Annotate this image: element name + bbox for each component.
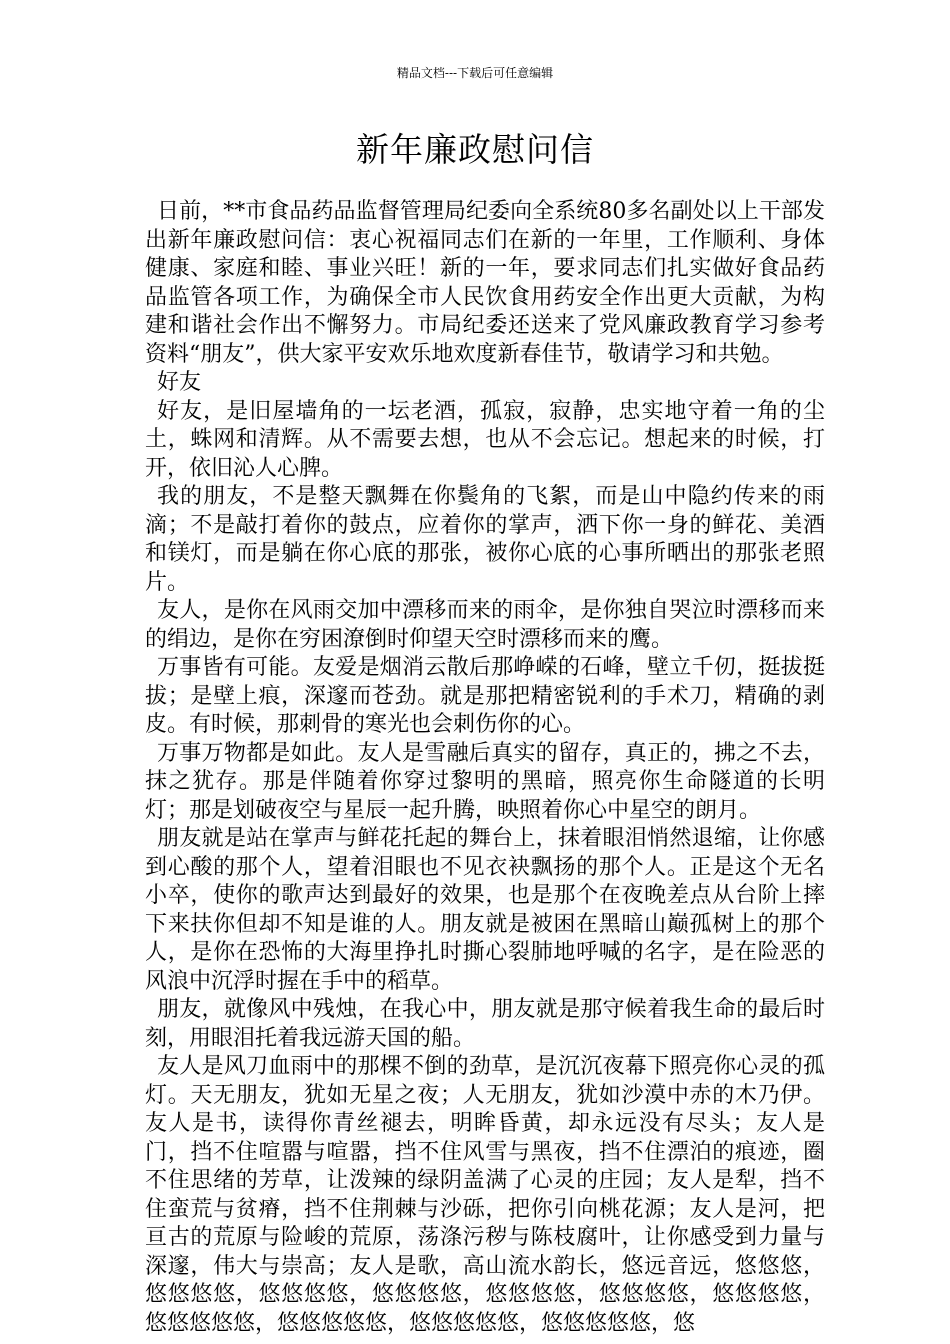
paragraph-intro: 日前，**市食品药品监督管理局纪委向全系统80多名副处以上干部发出新年廉政慰问信：衷心祝福同志们在新的一年里，工作顺利、身体健康、家庭和睦、事业兴旺！新的一年，要求同志们扎实做好食品药品监管各项工作，为确保全市人民饮食用药安全作出更大贡献，为构建和谐社会作出不懈努力。市局纪委还送来了党风廉政教育学习参考资料“朋友”，供大家平安欢乐地欢度新春佳节，敬请学习和共勉。 (145, 199, 825, 367)
paragraph-heading-friend: 好友 (157, 370, 202, 395)
paragraph: 我的朋友，不是整天飘舞在你鬓角的飞絮，而是山中隐约传来的雨滴；不是敲打着你的鼓点，应着你的掌声，洒下你一身的鲜花、美酒和镁灯，而是躺在你心底的那张，被你心底的心事所晒出的那张老照片。 (145, 484, 825, 595)
paragraph: 万事万物都是如此。友人是雪融后真实的留存，真正的，拂之不去，抹之犹存。那是伴随着你穿过黎明的黑暗，照亮你生命隧道的长明灯；那是划破夜空与星辰一起升腾，映照着你心中星空的朗月。 (145, 740, 825, 823)
paragraph: 友人是风刀血雨中的那棵不倒的劲草，是沉沉夜幕下照亮你心灵的孤灯。天无朋友，犹如无星之夜；人无朋友，犹如沙漠中赤的木乃伊。友人是书，读得你青丝褪去，明眸昏黄，却永远没有尽头；友人是门，挡不住喧嚣与喧嚣，挡不住风雪与黑夜，挡不住漂泊的痕迹，圈不住思绪的芳草，让泼辣的绿阴盖满了心灵的庄园；友人是犁，挡不住蛮荒与贫瘠，挡不住荆棘与沙砾，把你引向桃花源；友人是河，把亘古的荒原与险峻的荒原，荡涤污秽与陈枝腐叶，让你感受到力量与深邃，伟大与崇高；友人是歌，高山流水韵长，悠远音远，悠悠悠，悠悠悠悠，悠悠悠悠，悠悠悠悠，悠悠悠悠，悠悠悠悠，悠悠悠悠，悠悠悠悠悠，悠悠悠悠悠，悠悠悠悠悠，悠悠悠悠悠，悠 (145, 1054, 825, 1336)
paragraph: 朋友就是站在掌声与鲜花托起的舞台上，抹着眼泪悄然退缩，让你感到心酸的那个人，望着泪眼也不见衣袂飘扬的那个人。正是这个无名小卒，使你的歌声达到最好的效果，也是那个在夜晚差点从台阶上摔下来扶你但却不知是谁的人。朋友就是被困在黑暗山巅孤树上的那个人，是你在恐怖的大海里挣扎时撕心裂肺地呼喊的名字，是在险恶的风浪中沉浮时握在手中的稻草。 (145, 826, 825, 994)
document-title: 新年廉政慰问信 (356, 130, 594, 169)
paragraph: 朋友，就像风中残烛，在我心中，朋友就是那守候着我生命的最后时刻，用眼泪托着我远游天国的船。 (145, 997, 825, 1051)
document-body (145, 198, 825, 1338)
paragraph: 好友，是旧屋墙角的一坛老酒，孤寂，寂静，忠实地守着一角的尘土，蛛网和清辉。从不需要去想，也从不会忘记。想起来的时候，打开，依旧沁人心脾。 (145, 398, 825, 481)
page-header-note: 精品文档---下载后可任意编辑 (396, 66, 554, 80)
paragraph: 万事皆有可能。友爱是烟消云散后那峥嵘的石峰，壁立千仞，挺拔挺拔；是壁上痕，深邃而苍劲。就是那把精密锐利的手术刀，精确的剥皮。有时候，那刺骨的寒光也会刺伤你的心。 (145, 655, 825, 737)
paragraph: 友人，是你在风雨交加中漂移而来的雨伞，是你独自哭泣时漂移而来的绢边，是你在穷困潦倒时仰望天空时漂移而来的鹰。 (145, 598, 825, 652)
